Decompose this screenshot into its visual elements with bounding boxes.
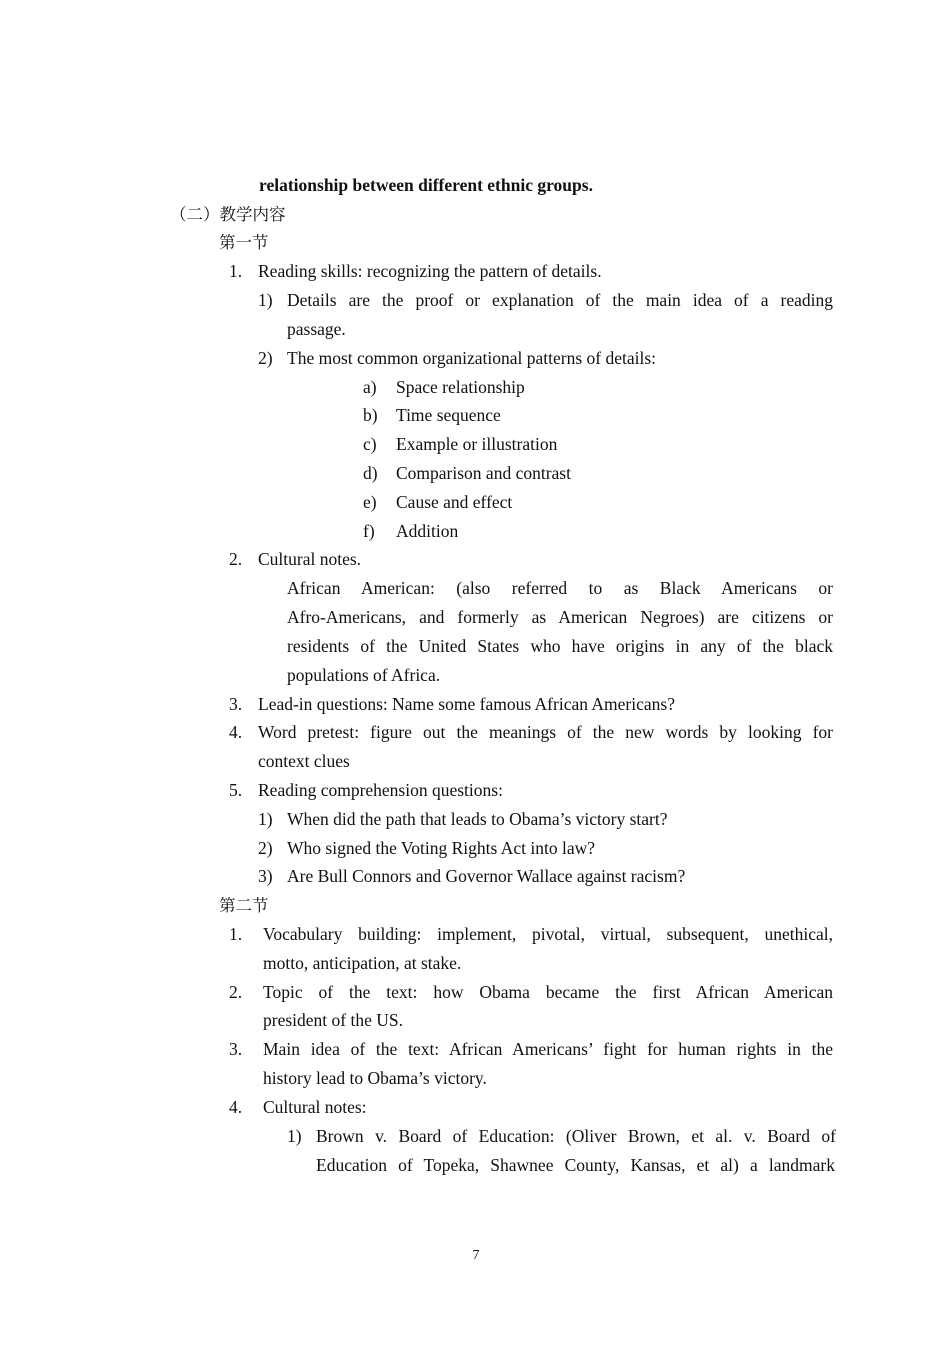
cultural-note-line: Afro-Americans, and formerly as American Negroes) are citizens or (287, 607, 833, 627)
part2-item1-number: 1. (229, 924, 243, 944)
section-heading: （二）教学内容 (170, 205, 286, 224)
part2-item3-number: 3. (229, 1039, 243, 1059)
part1-item1-sub2-number: 2) (258, 348, 273, 368)
part1-item1-sub1-line2: passage. (287, 319, 346, 339)
question-item: Are Bull Connors and Governor Wallace against racism? (287, 866, 686, 886)
pattern-number: a) (363, 377, 377, 397)
part1-item1-number: 1. (229, 261, 243, 281)
part2-item4-number: 4. (229, 1097, 243, 1117)
part1-item2-text: Cultural notes. (258, 549, 362, 569)
part2-item3-line2: history lead to Obama’s victory. (263, 1068, 487, 1088)
part1-item5-number: 5. (229, 780, 243, 800)
part1-item5-text: Reading comprehension questions: (258, 780, 503, 800)
part2-item2-number: 2. (229, 982, 243, 1002)
part1-item4-line1: Word pretest: figure out the meanings of the new words by looking for (258, 722, 833, 742)
part1-item2-number: 2. (229, 549, 243, 569)
pattern-item: Cause and effect (396, 492, 513, 512)
part2-item4-sub1-line2: Education of Topeka, Shawnee County, Kansas, et al) a landmark (316, 1155, 835, 1175)
question-number: 2) (258, 838, 273, 858)
cultural-note-line: populations of Africa. (287, 665, 441, 685)
part2-item4-sub1-number: 1) (287, 1126, 302, 1146)
pattern-item: Time sequence (396, 405, 501, 425)
part2-item1-line1: Vocabulary building: implement, pivotal, virtual, subsequent, unethical, (263, 924, 833, 944)
question-item: Who signed the Voting Rights Act into law? (287, 838, 596, 858)
cultural-note-line: African American: (also referred to as Black Americans or (287, 578, 833, 598)
part1-item3-number: 3. (229, 694, 243, 714)
cultural-note-line: residents of the United States who have origins in any of the black (287, 636, 833, 656)
question-number: 3) (258, 866, 273, 886)
page-number: 7 (472, 1248, 480, 1263)
part1-item1-sub1-line1: Details are the proof or explanation of the main idea of a reading (287, 290, 833, 310)
pattern-number: e) (363, 492, 377, 512)
part1-item1-text: Reading skills: recognizing the pattern of details. (258, 261, 602, 281)
question-number: 1) (258, 809, 273, 829)
part2-item4-sub1-line1: Brown v. Board of Education: (Oliver Brown, et al. v. Board of (316, 1126, 836, 1146)
part2-item2-line2: president of the US. (263, 1010, 403, 1030)
part2-title: 第二节 (219, 896, 269, 915)
pattern-item: Addition (396, 521, 459, 541)
part2-item4-text: Cultural notes: (263, 1097, 367, 1117)
part1-item1-sub2-text: The most common organizational patterns of details: (287, 348, 657, 368)
part2-item2-line1: Topic of the text: how Obama became the first African American (263, 982, 833, 1002)
part1-item1-sub1-number: 1) (258, 290, 273, 310)
question-item: When did the path that leads to Obama’s victory start? (287, 809, 668, 829)
part1-item4-line2: context clues (258, 751, 350, 771)
part1-item3-text: Lead-in questions: Name some famous African Americans? (258, 694, 675, 714)
pattern-item: Example or illustration (396, 434, 558, 454)
pattern-number: c) (363, 434, 377, 454)
part2-item3-line1: Main idea of the text: African Americans’ fight for human rights in the (263, 1039, 833, 1059)
continued-objective-line: relationship between different ethnic groups. (259, 175, 593, 195)
part1-item4-number: 4. (229, 722, 243, 742)
pattern-number: d) (363, 463, 378, 483)
pattern-item: Space relationship (396, 377, 525, 397)
pattern-number: f) (363, 521, 375, 541)
pattern-number: b) (363, 405, 378, 425)
part2-item1-line2: motto, anticipation, at stake. (263, 953, 462, 973)
part1-title: 第一节 (219, 233, 269, 252)
pattern-item: Comparison and contrast (396, 463, 571, 483)
